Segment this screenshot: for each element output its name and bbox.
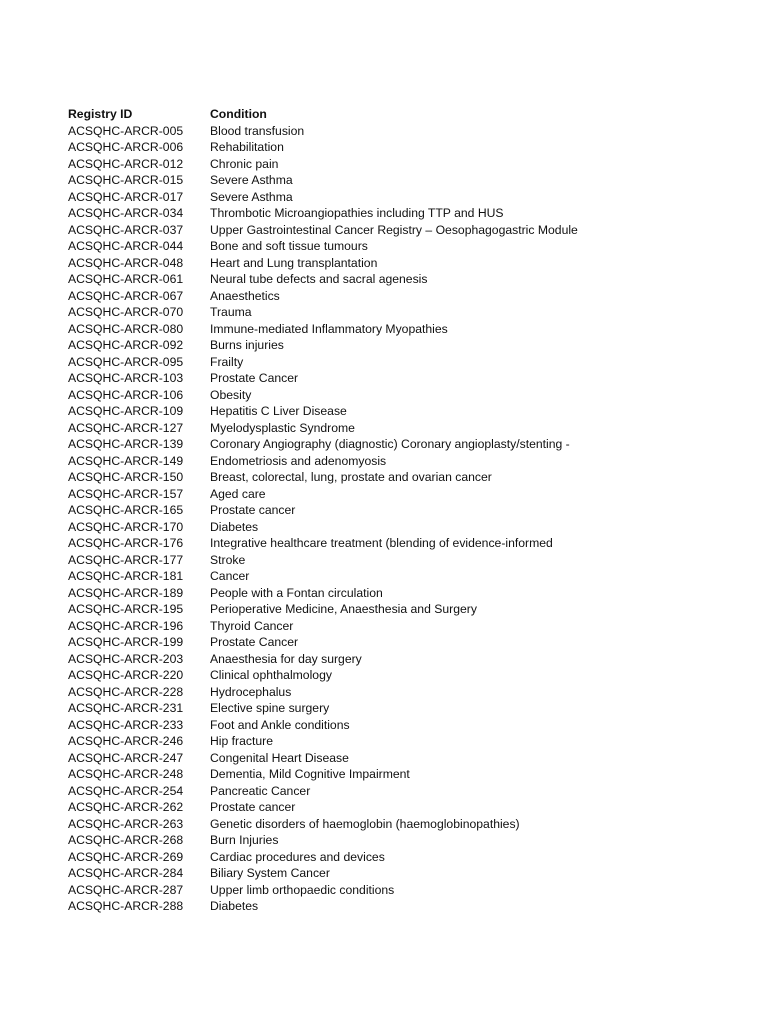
condition-cell: Coronary Angiography (diagnostic) Coronary angioplasty/stenting - xyxy=(210,437,570,451)
table-row xyxy=(68,420,585,437)
table-row xyxy=(68,403,585,420)
registry-id-cell: ACSQHC-ARCR-199 xyxy=(68,635,184,649)
table-row xyxy=(68,370,585,387)
condition-cell: Stroke xyxy=(210,552,246,567)
table-row xyxy=(68,387,585,404)
registry-id-cell: ACSQHC-ARCR-012 xyxy=(68,156,184,171)
registry-id-cell: ACSQHC-ARCR-233 xyxy=(68,717,184,732)
condition-cell: Clinical ophthalmology xyxy=(210,668,332,682)
table-row xyxy=(68,651,585,668)
registry-id-cell: ACSQHC-ARCR-017 xyxy=(68,189,184,204)
table-row xyxy=(68,750,585,767)
registry-id-cell: ACSQHC-ARCR-177 xyxy=(68,552,184,567)
table-row xyxy=(68,486,585,503)
registry-id-cell: ACSQHC-ARCR-268 xyxy=(68,833,184,847)
registry-id-cell: ACSQHC-ARCR-061 xyxy=(68,272,184,286)
condition-cell: Myelodysplastic Syndrome xyxy=(210,420,355,435)
condition-cell: Neural tube defects and sacral agenesis xyxy=(210,272,428,286)
registry-id-cell: ACSQHC-ARCR-203 xyxy=(68,651,184,666)
registry-id-cell: ACSQHC-ARCR-196 xyxy=(68,618,184,633)
condition-cell: Prostate Cancer xyxy=(210,635,299,649)
condition-cell: Prostate cancer xyxy=(210,503,296,517)
condition-cell: Frailty xyxy=(210,354,244,369)
table-row xyxy=(68,634,585,651)
table-row xyxy=(68,502,585,519)
registry-id-cell: ACSQHC-ARCR-149 xyxy=(68,453,184,468)
condition-cell: Genetic disorders of haemoglobin (haemoglobinopathies) xyxy=(210,816,520,831)
registry-id-cell: ACSQHC-ARCR-220 xyxy=(68,668,184,682)
table-row xyxy=(68,717,585,734)
condition-cell: Immune-mediated Inflammatory Myopathies xyxy=(210,321,448,336)
header-registry-id: Registry ID xyxy=(68,107,133,121)
table-row xyxy=(68,766,585,783)
condition-cell: Diabetes xyxy=(210,899,259,913)
condition-cell: Hip fracture xyxy=(210,734,273,748)
condition-cell: Elective spine surgery xyxy=(210,701,330,715)
table-row xyxy=(68,865,585,882)
condition-cell: Congenital Heart Disease xyxy=(210,750,349,765)
registry-id-cell: ACSQHC-ARCR-248 xyxy=(68,767,184,781)
condition-cell: Obesity xyxy=(210,387,252,402)
condition-cell: Thrombotic Microangiopathies including TTP and HUS xyxy=(210,206,504,220)
registry-id-cell: ACSQHC-ARCR-103 xyxy=(68,371,184,385)
registry-id-cell: ACSQHC-ARCR-181 xyxy=(68,569,184,583)
condition-cell: Aged care xyxy=(210,486,266,501)
condition-cell: Burn Injuries xyxy=(210,833,279,847)
condition-cell: Diabetes xyxy=(210,519,259,534)
table-row xyxy=(68,337,585,354)
condition-cell: Severe Asthma xyxy=(210,173,293,187)
registry-id-cell: ACSQHC-ARCR-127 xyxy=(68,420,184,435)
table-row xyxy=(68,568,585,585)
registry-id-cell: ACSQHC-ARCR-231 xyxy=(68,701,184,715)
registry-id-cell: ACSQHC-ARCR-189 xyxy=(68,585,184,600)
table-row xyxy=(68,238,585,255)
table-row xyxy=(68,271,585,288)
condition-cell: Pancreatic Cancer xyxy=(210,783,311,798)
condition-cell: Biliary System Cancer xyxy=(210,866,330,880)
condition-cell: Chronic pain xyxy=(210,156,279,171)
table-header-row xyxy=(68,106,585,123)
table-row xyxy=(68,733,585,750)
table-row xyxy=(68,354,585,371)
registry-id-cell: ACSQHC-ARCR-092 xyxy=(68,338,184,352)
table-row xyxy=(68,618,585,635)
registry-id-cell: ACSQHC-ARCR-015 xyxy=(68,173,184,187)
table-row xyxy=(68,898,585,915)
condition-cell: People with a Fontan circulation xyxy=(210,585,383,600)
table-row xyxy=(68,304,585,321)
registry-id-cell: ACSQHC-ARCR-080 xyxy=(68,321,184,336)
registry-id-cell: ACSQHC-ARCR-195 xyxy=(68,602,184,616)
table-row xyxy=(68,255,585,272)
condition-cell: Endometriosis and adenomyosis xyxy=(210,453,387,468)
condition-cell: Hepatitis C Liver Disease xyxy=(210,404,347,418)
registry-id-cell: ACSQHC-ARCR-048 xyxy=(68,255,184,270)
table-row xyxy=(68,535,585,552)
condition-cell: Breast, colorectal, lung, prostate and ovarian cancer xyxy=(210,470,492,484)
table-row xyxy=(68,552,585,569)
condition-cell: Upper Gastrointestinal Cancer Registry – Oesophagogastric Module xyxy=(210,222,578,237)
table-row xyxy=(68,700,585,717)
registry-id-cell: ACSQHC-ARCR-165 xyxy=(68,503,184,517)
condition-cell: Heart and Lung transplantation xyxy=(210,255,378,270)
table-row xyxy=(68,849,585,866)
registry-id-cell: ACSQHC-ARCR-070 xyxy=(68,305,184,319)
table-row xyxy=(68,601,585,618)
table-row xyxy=(68,156,585,173)
registry-id-cell: ACSQHC-ARCR-067 xyxy=(68,288,184,303)
condition-cell: Cardiac procedures and devices xyxy=(210,849,385,864)
condition-cell: Upper limb orthopaedic conditions xyxy=(210,882,395,897)
condition-cell: Anaesthesia for day surgery xyxy=(210,651,362,666)
registry-id-cell: ACSQHC-ARCR-106 xyxy=(68,387,184,402)
condition-cell: Burns injuries xyxy=(210,338,284,352)
table-row xyxy=(68,882,585,899)
condition-cell: Anaesthetics xyxy=(210,288,280,303)
registry-id-cell: ACSQHC-ARCR-263 xyxy=(68,816,184,831)
table-row xyxy=(68,288,585,305)
table-row xyxy=(68,585,585,602)
condition-cell: Foot and Ankle conditions xyxy=(210,717,350,732)
table-row xyxy=(68,783,585,800)
registry-id-cell: ACSQHC-ARCR-044 xyxy=(68,239,184,253)
table-row xyxy=(68,799,585,816)
condition-cell: Prostate cancer xyxy=(210,800,296,814)
table-row xyxy=(68,436,585,453)
table-row xyxy=(68,832,585,849)
condition-cell: Hydrocephalus xyxy=(210,684,292,699)
header-condition: Condition xyxy=(210,107,267,121)
registry-id-cell: ACSQHC-ARCR-246 xyxy=(68,734,184,748)
table-row xyxy=(68,172,585,189)
condition-cell: Perioperative Medicine, Anaesthesia and Surgery xyxy=(210,602,477,616)
registry-id-cell: ACSQHC-ARCR-170 xyxy=(68,519,184,534)
registry-id-cell: ACSQHC-ARCR-269 xyxy=(68,849,184,864)
registry-id-cell: ACSQHC-ARCR-247 xyxy=(68,750,184,765)
table-row xyxy=(68,469,585,486)
registry-id-cell: ACSQHC-ARCR-228 xyxy=(68,684,184,699)
condition-cell: Severe Asthma xyxy=(210,189,293,204)
registry-id-cell: ACSQHC-ARCR-095 xyxy=(68,354,184,369)
condition-cell: Integrative healthcare treatment (blending of evidence-informed xyxy=(210,536,553,550)
table-row xyxy=(68,684,585,701)
registry-id-cell: ACSQHC-ARCR-288 xyxy=(68,899,184,913)
table-body xyxy=(68,123,585,915)
registry-id-cell: ACSQHC-ARCR-006 xyxy=(68,140,184,154)
registry-id-cell: ACSQHC-ARCR-254 xyxy=(68,783,184,798)
table-row xyxy=(68,222,585,239)
table-row xyxy=(68,189,585,206)
table-row xyxy=(68,667,585,684)
table-row xyxy=(68,519,585,536)
condition-cell: Rehabilitation xyxy=(210,140,284,154)
condition-cell: Thyroid Cancer xyxy=(210,618,294,633)
condition-cell: Blood transfusion xyxy=(210,123,305,138)
registry-id-cell: ACSQHC-ARCR-287 xyxy=(68,882,184,897)
table-row xyxy=(68,321,585,338)
table-row xyxy=(68,123,585,140)
registry-id-cell: ACSQHC-ARCR-150 xyxy=(68,470,184,484)
table-row xyxy=(68,453,585,470)
condition-cell: Prostate Cancer xyxy=(210,371,299,385)
registry-id-cell: ACSQHC-ARCR-157 xyxy=(68,486,184,501)
condition-cell: Dementia, Mild Cognitive Impairment xyxy=(210,767,410,781)
registry-id-cell: ACSQHC-ARCR-034 xyxy=(68,206,184,220)
registry-id-cell: ACSQHC-ARCR-139 xyxy=(68,437,184,451)
condition-cell: Cancer xyxy=(210,569,250,583)
registry-id-cell: ACSQHC-ARCR-109 xyxy=(68,404,184,418)
condition-cell: Bone and soft tissue tumours xyxy=(210,239,368,253)
table-row xyxy=(68,139,585,156)
registry-id-cell: ACSQHC-ARCR-284 xyxy=(68,866,184,880)
registry-table xyxy=(68,106,585,915)
condition-cell: Trauma xyxy=(210,305,252,319)
registry-id-cell: ACSQHC-ARCR-262 xyxy=(68,800,184,814)
registry-id-cell: ACSQHC-ARCR-176 xyxy=(68,536,184,550)
registry-id-cell: ACSQHC-ARCR-005 xyxy=(68,123,184,138)
table-row xyxy=(68,205,585,222)
table-row xyxy=(68,816,585,833)
registry-id-cell: ACSQHC-ARCR-037 xyxy=(68,222,184,237)
